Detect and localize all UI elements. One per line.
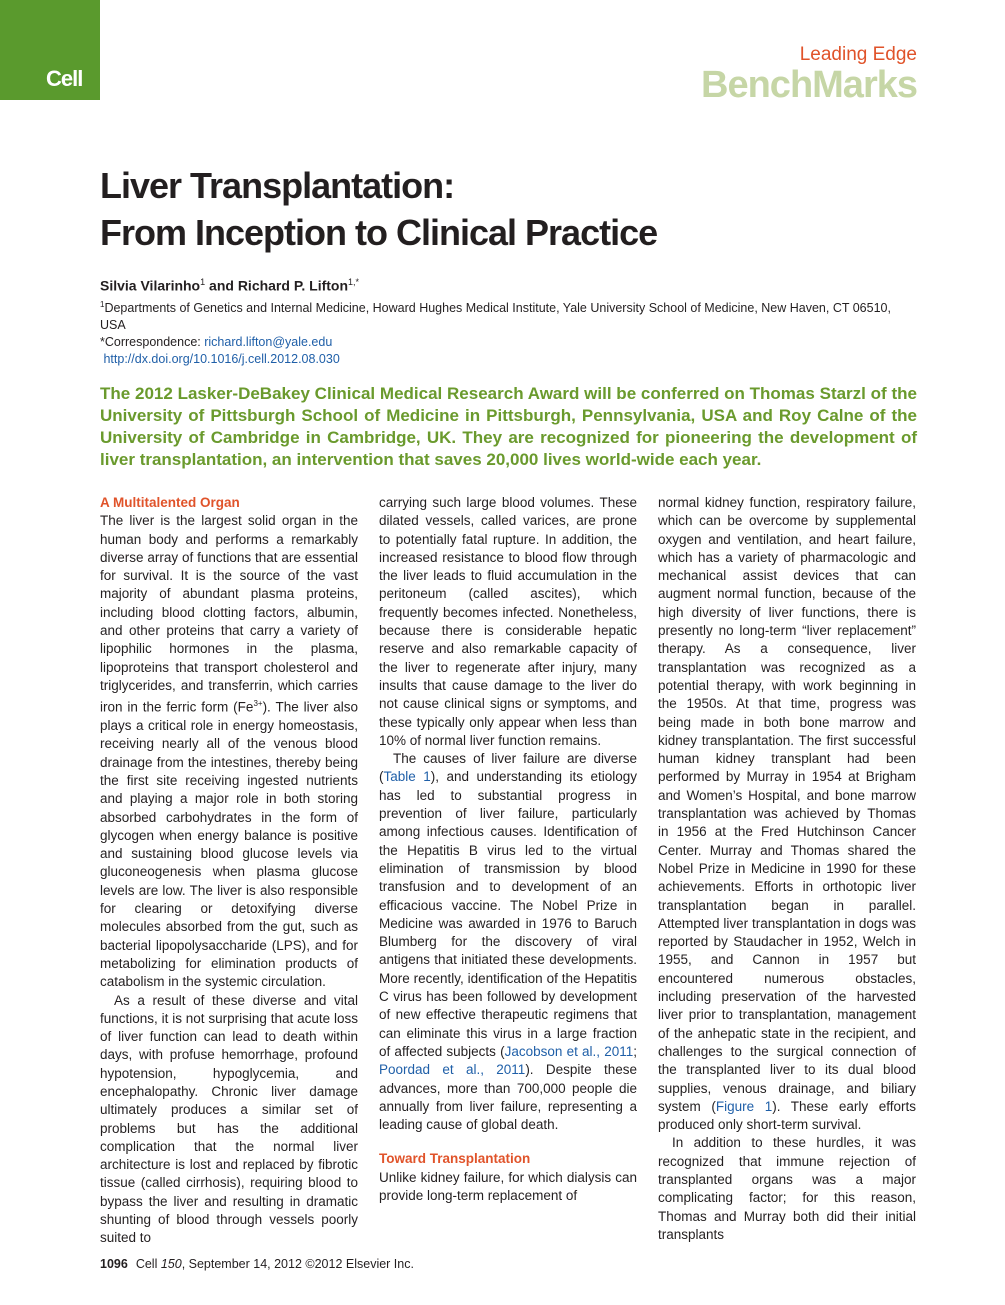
doi-link[interactable]: http://dx.doi.org/10.1016/j.cell.2012.08.030 [103, 352, 340, 367]
authors [100, 277, 359, 294]
page-footer [100, 1257, 414, 1271]
title-line-1: Liver Transplantation: [100, 165, 455, 206]
citation-jacobson-link[interactable]: Jacobson et al., 2011 [504, 1043, 634, 1059]
paragraph: As a result of these diverse and vital functions, it is not surprising that acute loss of liver function can lead to death within days, with profuse hemorrhage, profound hypotension, hypoglycemia, and encephalopathy. Chronic liver damage ultimately produces a similar set of problems but has the additional complication that the normal liver architecture is lost and replaced by fibrotic tissue (called cirrhosis), requiring blood to bypass the liver and resulting in dramatic shunting of blood through vessels poorly suited to [100, 992, 358, 1246]
paragraph: In addition to these hurdles, it was recognized that immune rejection of transplanted organs was a major complicating factor; for this reason, Thomas and Murray both did their initial transplants [658, 1135, 916, 1242]
author-1: Silvia Vilarinho [100, 277, 201, 294]
page-number: 1096 [100, 1257, 128, 1271]
paragraph: carrying such large blood volumes. These dilated vessels, called varices, are prone to potentially fatal rupture. In addition, the increased resistance to blood flow through the liver leads to fluid accumulation in the peritoneum (called ascites), which frequently becomes infected. Nonetheless, because there is considerable hepatic reserve and also remarkable capacity of the liver to regenerate after injury, many insults that cause damage to the liver do not cause clinical signs or symptoms, and these typically only appear when less than 10% of normal liver function remains. [379, 495, 637, 748]
doi [100, 351, 900, 368]
figure-1-link[interactable]: Figure 1 [715, 1098, 773, 1114]
section-heading-multitalented: A Multitalented Organ [100, 495, 240, 510]
abstract: The 2012 Lasker-DeBakey Clinical Medical Research Award will be conferred on Thomas Starzl of the University of Pittsburgh School of Medicine in Pittsburgh, Pennsylvania, USA and Roy Calne of the University of Cambridge in Cambridge, UK. They are recognized for pioneering the development of liver transplantation, an intervention that saves 20,000 lives world-wide each year. [100, 384, 917, 469]
paragraph: The causes of liver failure are diverse (Table 1), and understanding its etiology has led to substantial progress in prevention of liver failure, particularly among infectious causes. Identification of the Hepatitis B virus led to the virtual elimination of transmission by blood transfusion and to development of an efficacious vaccine. The Nobel Prize in Medicine was awarded in 1976 to Baruch Blumberg for the discovery of viral antigens that initiated these developments. More recently, identification of the Hepatitis C virus has been followed by development of new effective therapeutic regimens that can eliminate this virus in a large fraction of affected subjects (Jacobson et al., 2011; Poordad et al., 2011). Despite these advances, more than 700,000 people die annually from liver failure, representing a leading cause of global death. [379, 751, 638, 1133]
affiliation [100, 296, 900, 334]
paragraph: normal kidney function, respiratory failure, which can be overcome by supplemental oxygen and ventilation, and heart failure, which has a variety of pharmacologic and mechanical assist devices that can augment normal function, because of the high diversity of liver functions, there is presently no long-term “liver replacement” therapy. As a consequence, liver transplantation was recognized as a potential therapy, with work beginning in the 1950s. At that time, progress was being made in both bone marrow and kidney transplantation. The first successful human kidney transplant had been performed by Murray in 1954 at Brigham and Women’s Hospital, and bone marrow transplantation was achieved by Thomas in 1956 at the Fred Hutchinson Cancer Center. Murray and Thomas shared the Nobel Prize in Medicine in 1990 for these achievements. Efforts in orthotopic liver transplantation began in parallel. Attempted liver transplantation in dogs was reported by Staudacher in 1952, Welch in 1955, and Cannon in 1957 but encountered numerous obstacles, including preservation of the harvested liver prior to transplantation, management of the anhepatic state in the recipient, and challenges to the surgical connection of the transplanted liver to its dual blood supplies, venous drainage, and biliary system (Figure 1). These early efforts produced only short-term survival. [658, 495, 916, 1133]
correspondence-label: *Correspondence: [100, 335, 205, 350]
title-line-2: From Inception to Clinical Practice [100, 212, 658, 253]
affiliation-text: Departments of Genetics and Internal Medicine, Howard Hughes Medical Institute, Yale University School of Medicine, New Haven, CT 06510, USA [100, 301, 891, 333]
citation-poordad-link[interactable]: Poordad et al., 2011 [379, 1062, 526, 1078]
footer-journal: Cell [135, 1257, 161, 1271]
journal-name: Cell [46, 66, 83, 91]
correspondence [100, 334, 900, 351]
affiliation-block [100, 296, 900, 368]
email-link[interactable]: richard.lifton@yale.edu [204, 335, 333, 350]
section-label: Leading Edge [799, 44, 917, 65]
section-heading-transplantation: Toward Transplantation [379, 1151, 531, 1167]
column-2 [379, 494, 637, 1205]
article-title [100, 162, 920, 256]
table-1-link[interactable]: Table 1 [383, 769, 431, 785]
author-2: Richard P. Lifton [237, 277, 349, 294]
section-title: BenchMarks [701, 64, 917, 106]
author-1-affil: 1 [200, 277, 206, 287]
footer-volume: 150 [160, 1257, 182, 1271]
author-2-affil: 1,* [348, 277, 360, 287]
paragraph: Unlike kidney failure, for which dialysis can provide long-term replacement of [379, 1169, 637, 1203]
cell-logo [0, 0, 100, 100]
paragraph: The liver is the largest solid organ in the human body and performs a remarkably diverse array of functions that are essential for survival. It is the source of the vast majority of abundant plasma proteins, including blood clotting factors, albumin, and other proteins that carry a variety of lipophilic hormones in the plasma, lipoproteins that transport cholesterol and triglycerides, and transferrin, which carries iron in the ferric form $(Fe^{3+})$. The liver also plays a critical role in energy homeostasis, receiving nearly all of the venous blood drainage from the intestines, thereby being the first site receiving ingested nutrients and playing a major role in both storing absorbed carbohydrates in the form of glycogen when energy balance is positive and sustaining blood glucose levels via gluconeogenesis when plasma glucose levels are low. The liver is also responsible for clearing or detoxifying diverse molecules absorbed from the gut, such as bacterial lipopolysaccharide (LPS), and for metabolizing for elimination products of catabolism in the systemic circulation. [100, 513, 358, 990]
author-conjunction: and [205, 277, 238, 294]
column-1 [100, 494, 358, 1248]
affiliation-sup: 1 [100, 300, 105, 309]
column-3 [658, 494, 916, 1244]
footer-date: , September 14, 2012 ©2012 Elsevier Inc. [181, 1257, 414, 1271]
